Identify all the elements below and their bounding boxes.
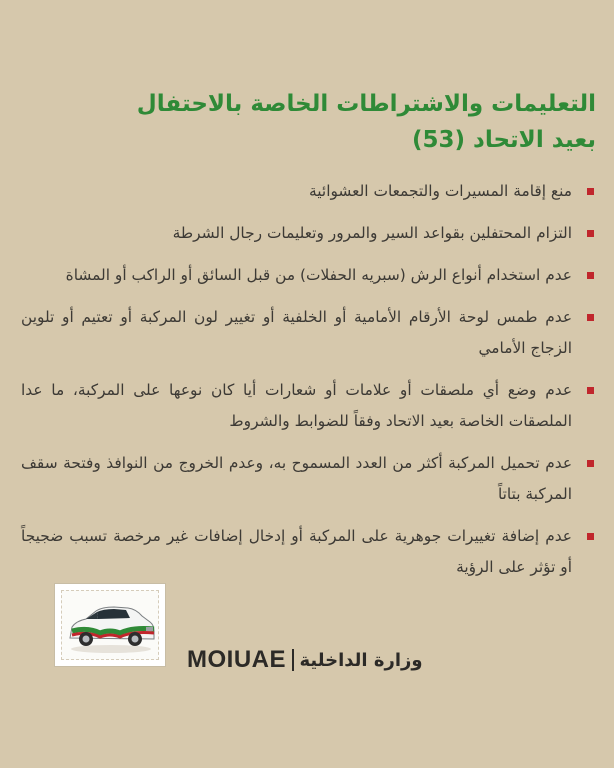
- rule-text: التزام المحتفلين بقواعد السير والمرور وتعليمات رجال الشرطة: [172, 224, 572, 242]
- bullet-square-icon: [587, 188, 594, 195]
- rule-item: [21, 302, 596, 364]
- stamp-frame: [61, 590, 159, 660]
- rule-item: [21, 521, 596, 583]
- rule-text: عدم إضافة تغييرات جوهرية على المركبة أو إدخال إضافات غير مرخصة تسبب ضجيجاً أو تؤثر على الرؤية: [21, 527, 572, 576]
- bullet-square-icon: [587, 314, 594, 321]
- bullet-square-icon: [587, 230, 594, 237]
- rule-text: عدم استخدام أنواع الرش (سبريه الحفلات) من قبل السائق أو الراكب أو المشاة: [65, 266, 572, 284]
- car-with-flag-wrap-icon: [62, 591, 159, 660]
- rule-text: منع إقامة المسيرات والتجمعات العشوائية: [309, 182, 572, 200]
- rule-item: [21, 260, 596, 291]
- rules-list: [21, 176, 596, 594]
- title-line-2: بعيد الاتحاد (53): [411, 127, 596, 153]
- car-stamp-image: [54, 583, 166, 667]
- brand-divider: [292, 649, 294, 671]
- page-title: [76, 86, 596, 158]
- rule-text: عدم طمس لوحة الأرقام الأمامية أو الخلفية أو تغيير لون المركبة أو تعتيم أو تلوين الزجاج الأمامي: [21, 308, 572, 357]
- rule-item: [21, 375, 596, 437]
- bullet-square-icon: [587, 387, 594, 394]
- rule-item: [21, 218, 596, 249]
- brand-code: MOIUAE: [187, 646, 286, 673]
- rule-text: عدم تحميل المركبة أكثر من العدد المسموح به، وعدم الخروج من النوافذ وفتحة سقف المركبة بتاتاً: [21, 454, 572, 503]
- bullet-square-icon: [587, 460, 594, 467]
- rule-item: [21, 176, 596, 207]
- rule-text: عدم وضع أي ملصقات أو علامات أو شعارات أيا كان نوعها على المركبة، ما عدا الملصقات الخاصة بعيد الاتحاد وفقاً للضوابط والشروط: [21, 381, 572, 430]
- bullet-square-icon: [587, 272, 594, 279]
- bullet-square-icon: [587, 533, 594, 540]
- brand-arabic-name: وزارة الداخلية: [299, 649, 423, 671]
- title-line-1: التعليمات والاشتراطات الخاصة بالاحتفال: [136, 91, 596, 117]
- rule-item: [21, 448, 596, 510]
- ministry-brand: [187, 645, 423, 675]
